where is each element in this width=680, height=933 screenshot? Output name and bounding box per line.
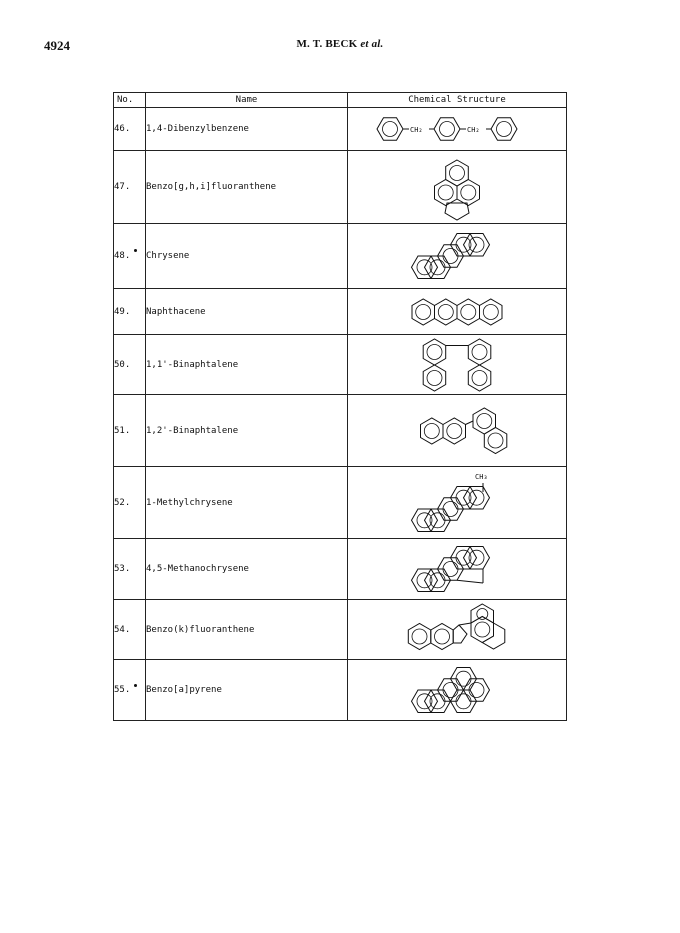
dibenzylbenzene-structure xyxy=(377,114,537,144)
compound-name: 1-Methylchrysene xyxy=(146,467,348,539)
compound-number: 49. xyxy=(114,289,146,335)
running-head xyxy=(0,38,680,50)
compound-name: 1,2'-Binaphtalene xyxy=(146,395,348,467)
structure-cell xyxy=(348,660,567,721)
binaphthalene-12-structure xyxy=(411,405,503,457)
ch3-label: CH₃ xyxy=(475,472,488,481)
table-row xyxy=(114,289,567,335)
compound-number: 47. xyxy=(114,151,146,224)
compound-number: 51. xyxy=(114,395,146,467)
chrysene-structure xyxy=(415,232,499,280)
structure-cell xyxy=(348,539,567,600)
column-header-structure: Chemical Structure xyxy=(348,93,567,108)
ch2-label: CH₂ xyxy=(467,126,480,134)
compound-name: Benzo[g,h,i]fluoranthene xyxy=(146,151,348,224)
compound-number: 46. xyxy=(114,108,146,151)
marker-dot xyxy=(134,684,137,687)
ch2-label: CH₂ xyxy=(410,126,423,134)
compound-number: 53. xyxy=(114,539,146,600)
binaphthalene-11-structure xyxy=(417,339,497,391)
compound-name: 1,4-Dibenzylbenzene xyxy=(146,108,348,151)
compound-number-text: 48. xyxy=(114,251,131,261)
table-row xyxy=(114,151,567,224)
compound-number: 50. xyxy=(114,335,146,395)
table-row xyxy=(114,467,567,539)
table-row xyxy=(114,539,567,600)
marker-dot xyxy=(134,249,137,252)
methylchrysene-structure xyxy=(412,470,502,536)
compound-number xyxy=(114,224,146,289)
table-row xyxy=(114,335,567,395)
compound-number: 52. xyxy=(114,467,146,539)
table-row xyxy=(114,660,567,721)
column-header-name: Name xyxy=(146,93,348,108)
compound-number-text: 55. xyxy=(114,685,131,695)
compound-name: Benzo[a]pyrene xyxy=(146,660,348,721)
running-head-authors: M. T. BECK xyxy=(296,38,358,50)
compound-name: Naphthacene xyxy=(146,289,348,335)
table-row xyxy=(114,108,567,151)
structure-cell xyxy=(348,224,567,289)
benzo-k-fluoranthene-structure xyxy=(407,604,507,656)
benzo-a-pyrene-structure xyxy=(409,663,505,717)
structure-cell xyxy=(348,335,567,395)
table-header-row xyxy=(114,93,567,108)
structure-cell xyxy=(348,108,567,151)
structure-cell xyxy=(348,395,567,467)
table-row xyxy=(114,600,567,660)
table-row xyxy=(114,224,567,289)
table-row xyxy=(114,395,567,467)
compound-name: 1,1'-Binaphtalene xyxy=(146,335,348,395)
compound-name: Chrysene xyxy=(146,224,348,289)
compound-name: 4,5-Methanochrysene xyxy=(146,539,348,600)
compound-number: 54. xyxy=(114,600,146,660)
compound-name: Benzo(k)fluoranthene xyxy=(146,600,348,660)
column-header-no: No. xyxy=(114,93,146,108)
benzo-ghi-fluoranthene-structure xyxy=(427,156,487,218)
methanochrysene-structure xyxy=(412,541,502,597)
running-head-et-al: et al. xyxy=(360,38,384,50)
naphthacene-structure xyxy=(409,299,505,325)
structure-cell xyxy=(348,600,567,660)
compound-number xyxy=(114,660,146,721)
structure-cell xyxy=(348,467,567,539)
page-number: 4924 xyxy=(44,38,70,53)
compound-table xyxy=(113,92,567,721)
structure-cell xyxy=(348,289,567,335)
structure-cell xyxy=(348,151,567,224)
